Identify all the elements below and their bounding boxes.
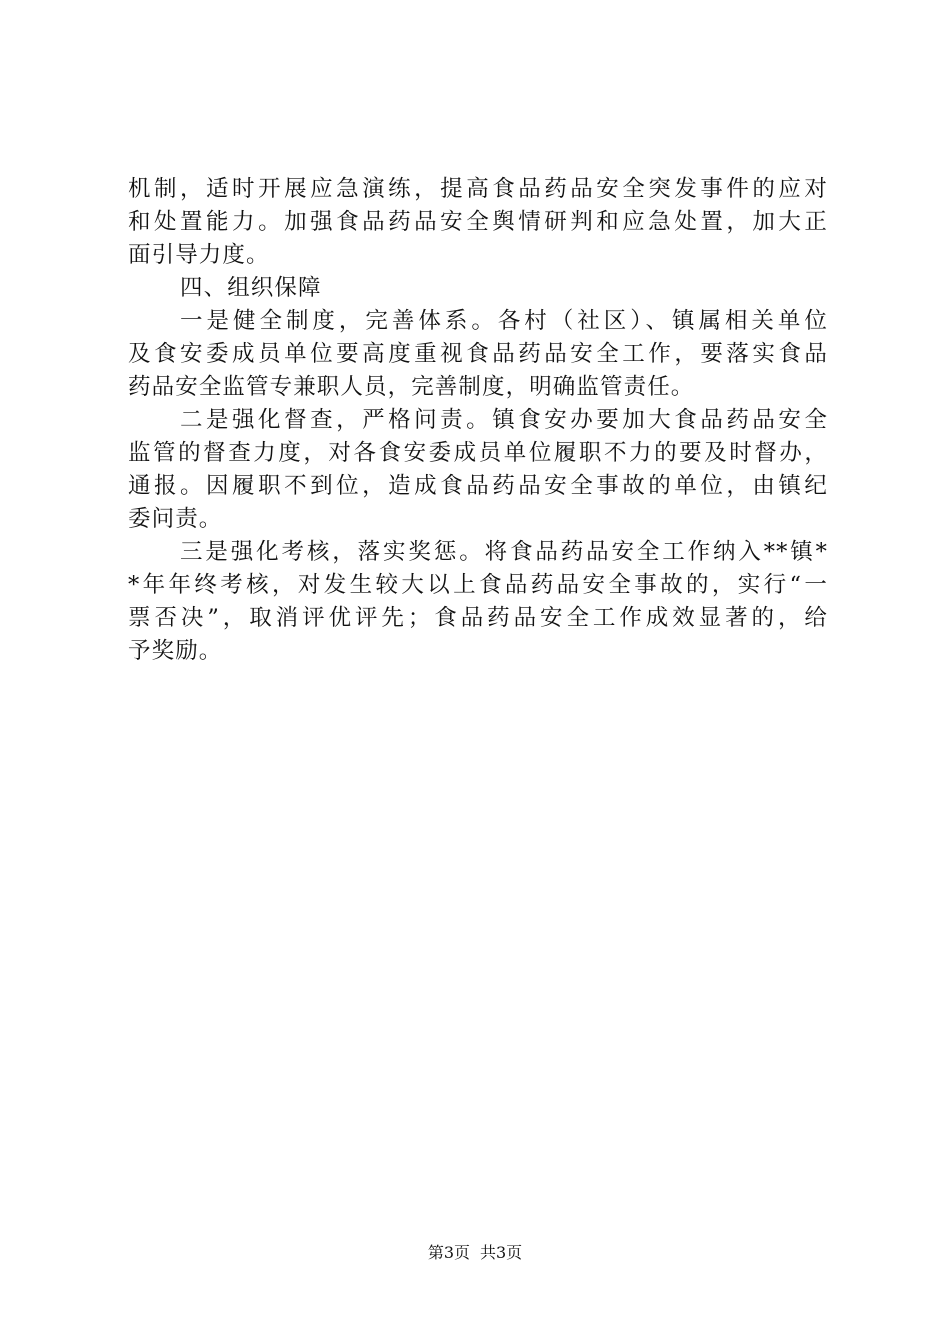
body-line: *年年终考核，对发生较大以上食品药品安全事故的，实行“一 <box>128 572 828 598</box>
body-line: 机制，适时开展应急演练，提高食品药品安全突发事件的应对 <box>128 176 828 202</box>
body-line: 和处置能力。加强食品药品安全舆情研判和应急处置，加大正 <box>128 209 828 235</box>
body-line: 三是强化考核，落实奖惩。将食品药品安全工作纳入**镇* <box>180 539 828 565</box>
page-total: 共3页 <box>480 1243 523 1262</box>
body-line: 药品安全监管专兼职人员，完善制度，明确监管责任。 <box>128 374 695 400</box>
body-line: 通报。因履职不到位，造成食品药品安全事故的单位，由镇纪 <box>128 473 828 499</box>
body-line: 予奖励。 <box>128 638 223 664</box>
section-heading: 四、组织保障 <box>180 275 322 301</box>
page-number: 第3页 <box>427 1243 470 1262</box>
body-line: 及食安委成员单位要高度重视食品药品安全工作，要落实食品 <box>128 341 828 367</box>
body-line: 监管的督查力度，对各食安委成员单位履职不力的要及时督办， <box>128 440 828 466</box>
page-footer <box>0 1242 950 1264</box>
body-line: 一是健全制度，完善体系。各村（社区）、镇属相关单位 <box>180 308 828 334</box>
body-line: 委问责。 <box>128 506 223 532</box>
body-line: 票否决”，取消评优评先；食品药品安全工作成效显著的，给 <box>128 605 828 631</box>
body-line: 面引导力度。 <box>128 242 270 268</box>
document-body <box>128 173 828 668</box>
body-line: 二是强化督查，严格问责。镇食安办要加大食品药品安全 <box>180 407 828 433</box>
